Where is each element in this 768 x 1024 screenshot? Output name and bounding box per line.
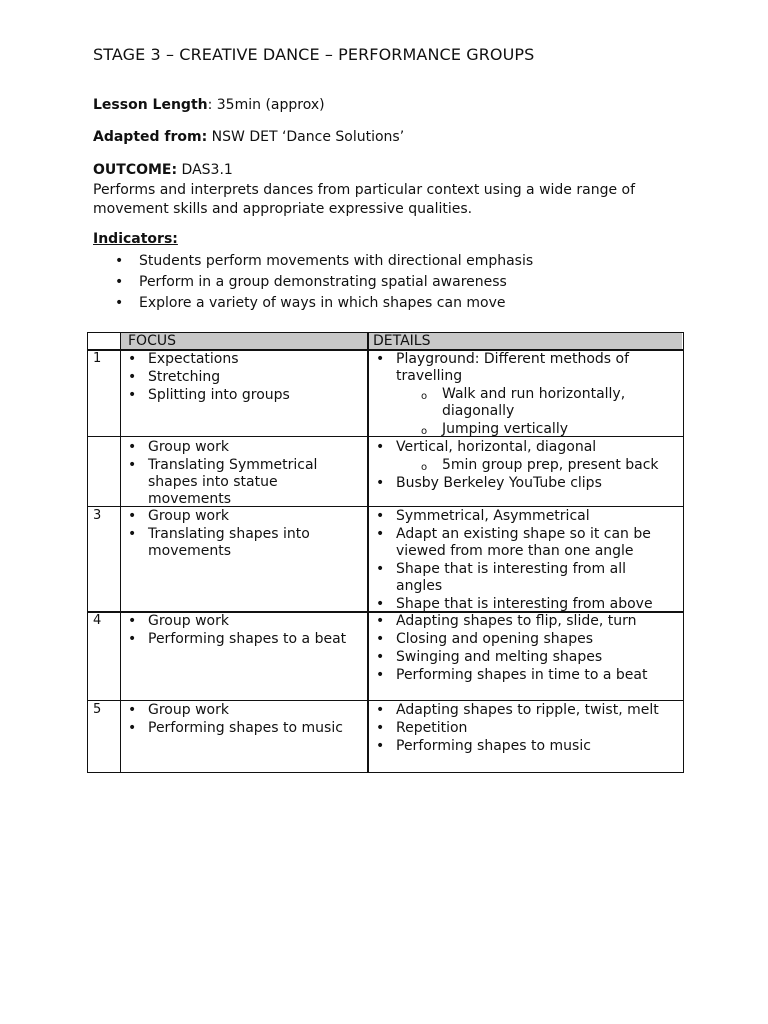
row-number: 4 bbox=[93, 613, 102, 628]
list-item: • Performing shapes to a beat bbox=[126, 631, 366, 648]
focus-cell bbox=[126, 439, 341, 509]
adapted-from-label: Adapted from: bbox=[93, 129, 208, 145]
list-item: • Group work bbox=[126, 508, 341, 525]
list-item: • Busby Berkeley YouTube clips bbox=[374, 475, 674, 492]
lesson-length-value: : 35min (approx) bbox=[207, 97, 325, 113]
details-cell bbox=[374, 613, 679, 685]
list-item: • Translating Symmetrical shapes into statue movements bbox=[126, 457, 333, 508]
list-item: • Shape that is interesting from above bbox=[374, 596, 679, 613]
indicators-heading: Indicators: bbox=[93, 231, 178, 247]
list-item: • Expectations bbox=[126, 351, 366, 368]
indicator-item: • Explore a variety of ways in which shapes can move bbox=[115, 293, 533, 314]
details-cell bbox=[374, 702, 679, 756]
list-subitem: o 5min group prep, present back bbox=[374, 457, 674, 474]
outcome-label: OUTCOME: bbox=[93, 162, 178, 178]
list-item: • Adapting shapes to flip, slide, turn bbox=[374, 613, 679, 630]
outcome-description: Performs and interprets dances from particular context using a wide range of movement skills and appropriate expressive qualities. bbox=[93, 182, 636, 217]
list-item: • Performing shapes in time to a beat bbox=[374, 667, 679, 684]
focus-cell bbox=[126, 702, 366, 738]
list-item: • Swinging and melting shapes bbox=[374, 649, 679, 666]
outcome bbox=[93, 162, 233, 178]
list-item: • Group work bbox=[126, 702, 366, 719]
table-header-focus: FOCUS bbox=[128, 333, 176, 349]
focus-cell bbox=[126, 613, 366, 649]
details-cell bbox=[374, 508, 679, 614]
column-divider bbox=[367, 333, 369, 772]
list-item: • Group work bbox=[126, 613, 366, 630]
row-number: 3 bbox=[93, 508, 102, 523]
list-item: • Symmetrical, Asymmetrical bbox=[374, 508, 679, 525]
indicators-list bbox=[115, 251, 533, 314]
focus-cell bbox=[126, 351, 366, 405]
list-item: • Stretching bbox=[126, 369, 366, 386]
details-cell bbox=[374, 439, 674, 493]
list-item: • Closing and opening shapes bbox=[374, 631, 679, 648]
page-title: STAGE 3 – CREATIVE DANCE – PERFORMANCE GROUPS bbox=[93, 45, 535, 64]
list-item: • Performing shapes to music bbox=[374, 738, 679, 755]
row-divider bbox=[88, 700, 683, 701]
column-divider bbox=[120, 333, 121, 772]
adapted-from-value: NSW DET ‘Dance Solutions’ bbox=[207, 129, 405, 145]
row-number: 1 bbox=[93, 351, 102, 366]
list-item: • Vertical, horizontal, diagonal bbox=[374, 439, 674, 456]
list-item: • Performing shapes to music bbox=[126, 720, 366, 737]
table-header-details: DETAILS bbox=[373, 333, 431, 349]
lesson-table bbox=[87, 332, 684, 773]
details-cell bbox=[374, 351, 674, 439]
list-subitem: o Walk and run horizontally, diagonally bbox=[374, 386, 672, 420]
list-item: • Repetition bbox=[374, 720, 679, 737]
lesson-length bbox=[93, 97, 325, 113]
adapted-from bbox=[93, 129, 404, 145]
row-number: 5 bbox=[93, 702, 102, 717]
list-item: • Playground: Different methods of travelling bbox=[374, 351, 646, 385]
list-subitem: o Jumping vertically bbox=[374, 421, 674, 438]
list-item: • Group work bbox=[126, 439, 341, 456]
list-item: • Shape that is interesting from all angles bbox=[374, 561, 656, 595]
focus-cell bbox=[126, 508, 341, 561]
outcome-value: DAS3.1 bbox=[177, 162, 233, 178]
list-item: • Translating shapes into movements bbox=[126, 526, 328, 560]
list-item: • Adapting shapes to ripple, twist, melt bbox=[374, 702, 679, 719]
indicator-item: • Perform in a group demonstrating spatial awareness bbox=[115, 272, 533, 293]
indicator-item: • Students perform movements with directional emphasis bbox=[115, 251, 533, 272]
list-item: • Splitting into groups bbox=[126, 387, 366, 404]
list-item: • Adapt an existing shape so it can be viewed from more than one angle bbox=[374, 526, 676, 560]
lesson-length-label: Lesson Length bbox=[93, 97, 208, 113]
